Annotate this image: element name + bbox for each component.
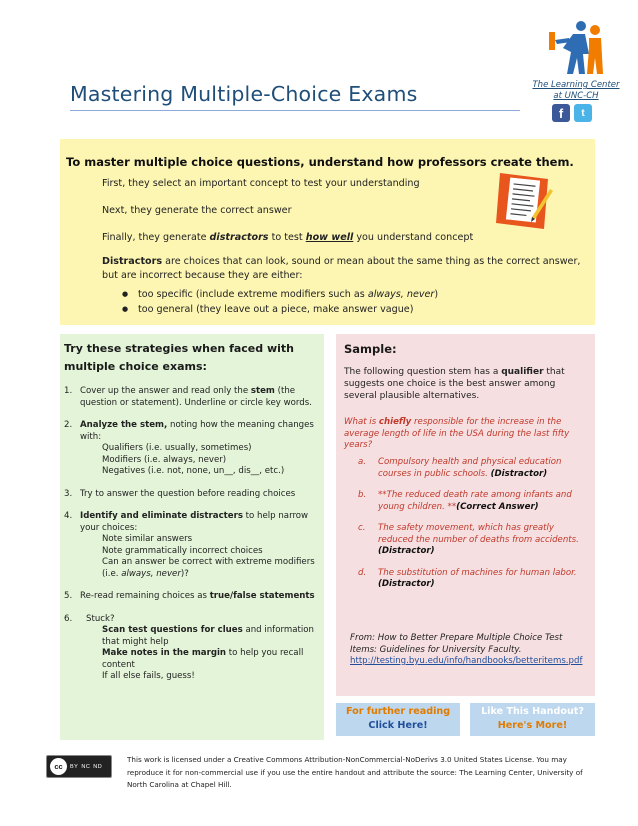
intro-line-select: First, they select an important concept to test your understanding <box>102 178 420 189</box>
further-reading-link: Click Here! <box>368 720 428 731</box>
distractor-bullets <box>122 287 438 317</box>
strategies-list <box>64 386 320 694</box>
strategy-4-extreme: Can an answer be correct with extreme modifiers (i.e. always, never)? <box>102 557 315 579</box>
facebook-icon[interactable]: f <box>552 104 570 122</box>
intro-line-distractors: Finally, they generate distractors to test how well you understand concept <box>102 232 474 243</box>
learning-center-link-line1: The Learning Center <box>532 80 620 90</box>
learning-center-link-line2: at UNC-CH <box>553 91 599 101</box>
further-reading-button[interactable] <box>336 703 460 736</box>
choice-d: d. The substitution of machines for human labor. (Distractor) <box>358 567 577 589</box>
choice-b: b. **The reduced death rate among infants and young children. **(Correct Answer) <box>358 490 572 512</box>
title-rule <box>70 110 520 111</box>
cc-icon: cc <box>50 758 67 775</box>
strategies-heading: Try these strategies when faced with multiple choice exams: <box>64 342 294 373</box>
learning-center-logo <box>545 18 607 76</box>
strategy-3: 3. Try to answer the question before reading choices <box>64 488 296 499</box>
twitter-icon[interactable]: t <box>574 104 592 122</box>
strategy-2-negatives: Negatives (i.e. not, none, un__, dis__, etc.) <box>102 466 285 476</box>
intro-line-generate: Next, they generate the correct answer <box>102 205 292 216</box>
sample-heading: Sample: <box>344 342 397 356</box>
sample-box <box>336 334 595 696</box>
sample-intro: The following question stem has a qualifier that suggests one choice is the best answer among several plausible alternatives. <box>344 367 565 401</box>
intro-box <box>60 139 595 325</box>
source-link[interactable]: http://testing.byu.edu/info/handbooks/betteritems.pdf <box>350 656 583 666</box>
strategy-4-similar: Note similar answers <box>102 534 193 544</box>
strategy-2: 2. Analyze the stem, noting how the meaning changes with: Qualifiers (i.e. usually, sometimes) Modifiers (i.e. always, never) Negatives (i.e. not, none, un__, dis__, etc.) <box>64 420 320 478</box>
strategy-2-qualifiers: Qualifiers (i.e. usually, sometimes) <box>102 443 252 453</box>
strategy-6: 6. Stuck? Scan test questions for clues and information that might help Make notes in the margin to help you recall content If all else fails, guess! <box>64 614 320 683</box>
learning-center-link[interactable] <box>530 80 622 102</box>
strategies-box <box>60 334 324 740</box>
creative-commons-badge[interactable] <box>46 755 112 778</box>
social-links <box>552 104 592 122</box>
bullet-too-specific: ● too specific (include extreme modifiers such as always, never) <box>122 287 438 302</box>
choice-c: c. The safety movement, which has greatly reduced the number of deaths from accidents. (Distractor) <box>358 523 579 556</box>
license-text: This work is licensed under a Creative Commons Attribution-NonCommercial-NoDerivs 3.0 United States License. You may reproduce it for non-commercial use if you use the entire handout and attribute the source: The Learning Center, University of North Carolina at Chapel Hill. <box>127 755 583 789</box>
strategy-2-modifiers: Modifiers (i.e. always, never) <box>102 454 227 465</box>
exam-clipart <box>492 169 554 233</box>
strategy-1: 1. Cover up the answer and read only the stem (the question or statement). Underline or circle key words. <box>64 386 312 408</box>
cc-by: BY <box>70 763 79 770</box>
sample-question: What is chiefly responsible for the increase in the average length of life in the USA during the last fifty years? <box>344 417 570 450</box>
sample-source: From: How to Better Prepare Multiple Choice Test Items: Guidelines for University Faculty. http://testing.byu.edu/info/handbooks/betteritems.pdf <box>350 633 583 666</box>
sample-choices <box>358 457 588 601</box>
strategy-6-guess: If all else fails, guess! <box>102 671 195 681</box>
more-handouts-link: Here's More! <box>497 720 568 731</box>
bullet-too-general: ● too general (they leave out a piece, make answer vague) <box>122 302 438 317</box>
more-handouts-button[interactable] <box>470 703 595 736</box>
strategy-6-scan: Scan test questions for clues and information that might help <box>102 625 314 647</box>
distractors-paragraph: Distractors are choices that can look, sound or mean about the same thing as the correct answer, but are incorrect because they are either: <box>102 256 581 281</box>
strategy-4-grammar: Note grammatically incorrect choices <box>102 545 263 556</box>
cc-nc: NC <box>81 763 91 770</box>
more-handouts-title: Like This Handout? <box>481 706 584 717</box>
strategy-6-notes: Make notes in the margin to help you recall content <box>102 648 304 670</box>
further-reading-title: For further reading <box>345 706 451 717</box>
choice-a: a. Compulsory health and physical education courses in public schools. (Distractor) <box>358 457 562 479</box>
strategy-5: 5. Re-read remaining choices as true/false statements <box>64 591 315 601</box>
intro-heading: To master multiple choice questions, understand how professors create them. <box>66 155 574 169</box>
strategy-4: 4. Identify and eliminate distracters to help narrow your choices: Note similar answers Note grammatically incorrect choices Can an answer be correct with extreme modifiers (i.e. always, never)? <box>64 511 320 580</box>
cc-nd: ND <box>93 763 103 770</box>
page-title: Mastering Multiple-Choice Exams <box>70 82 418 106</box>
